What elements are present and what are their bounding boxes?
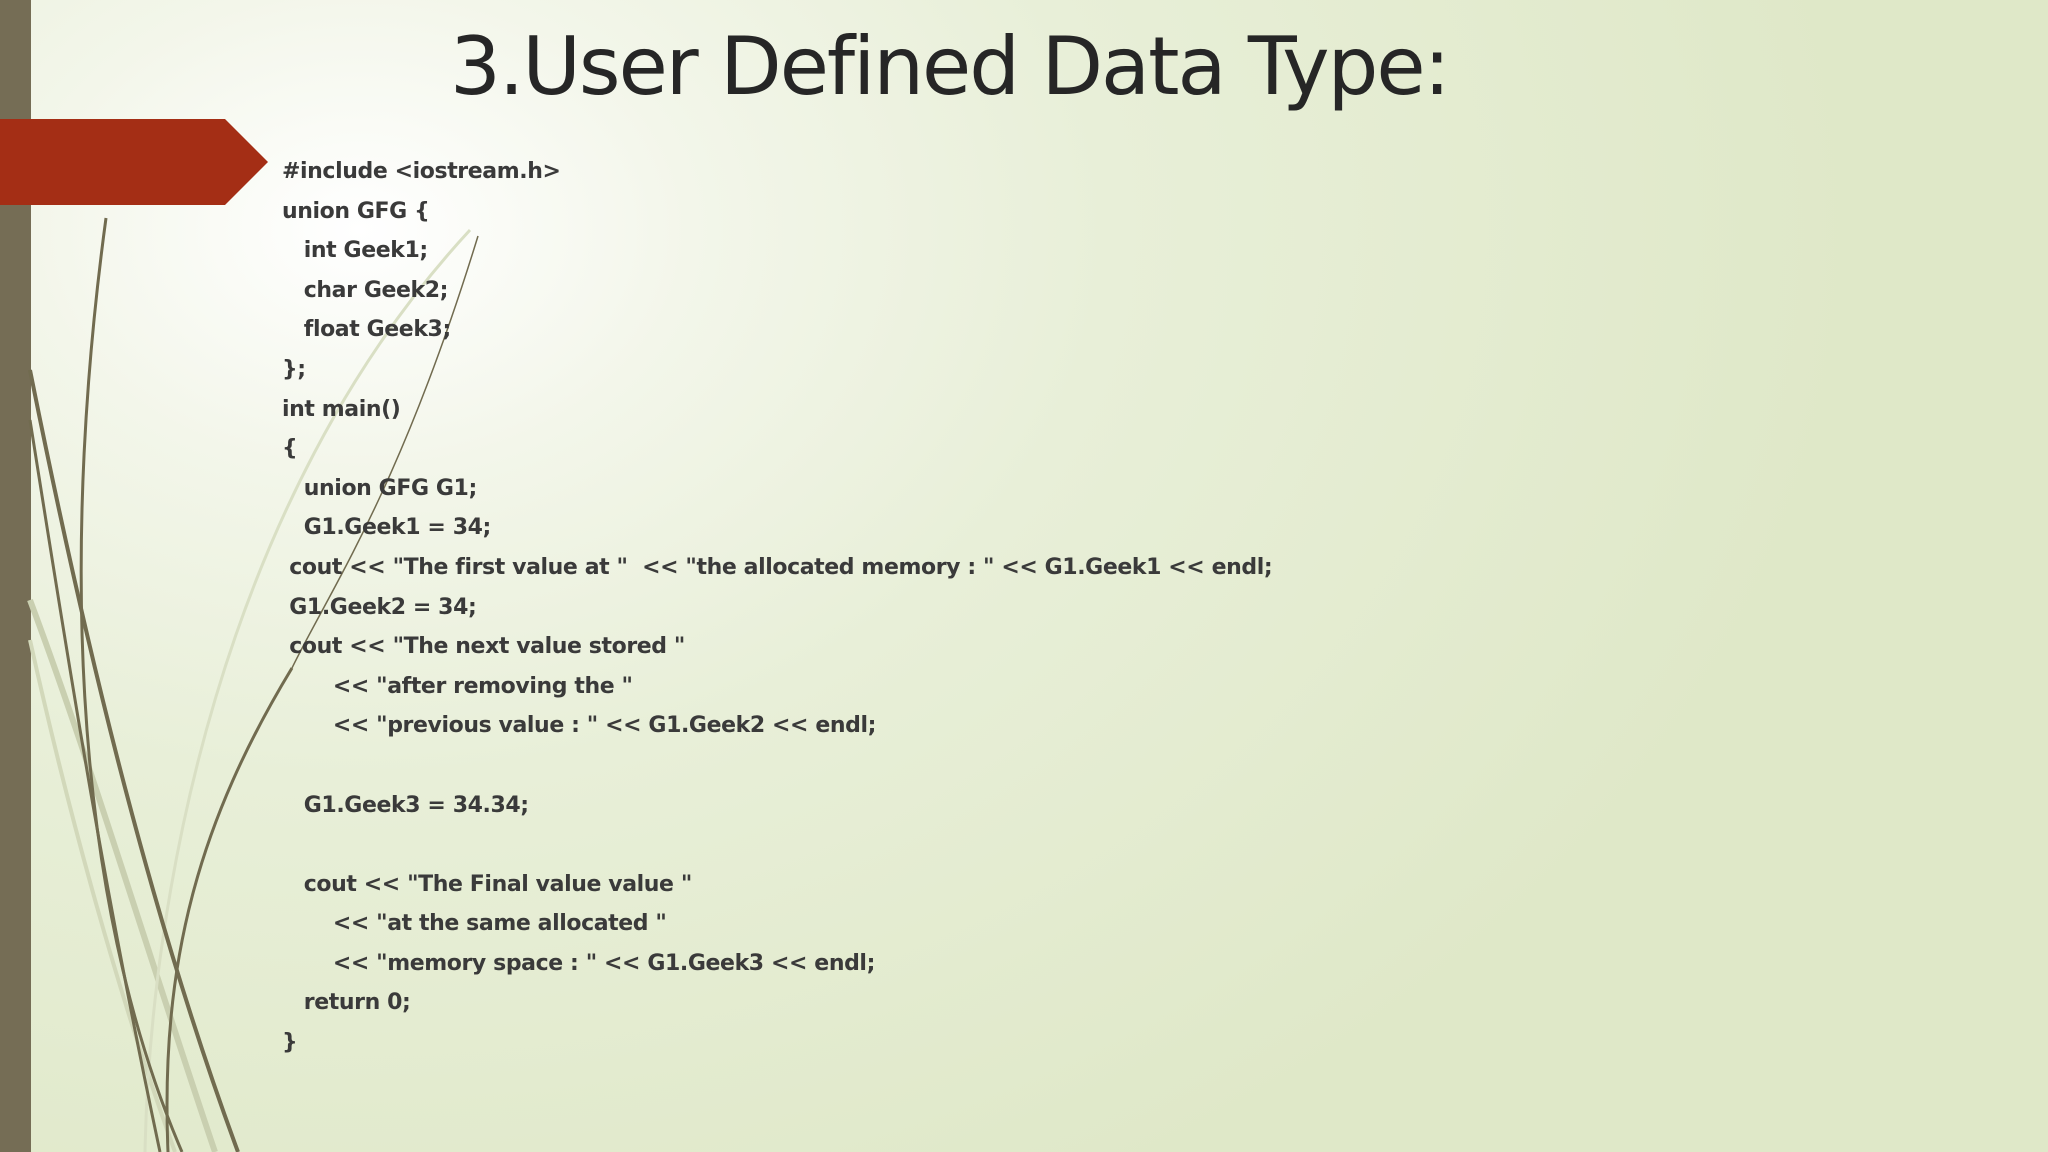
code-line: G1.Geek3 = 34.34; (282, 792, 529, 818)
code-line: << "after removing the " (282, 673, 633, 699)
dark-curve-1 (30, 370, 238, 1152)
code-line: int Geek1; (282, 238, 428, 264)
code-line: << "at the same allocated " (282, 911, 667, 937)
code-line: cout << "The next value stored " (282, 634, 685, 660)
light-curve-2 (30, 640, 175, 1152)
code-line: union GFG G1; (282, 475, 477, 501)
code-line: return 0; (282, 990, 411, 1016)
code-line (282, 825, 1272, 865)
code-line: G1.Geek1 = 34; (282, 515, 491, 541)
slide-title: 3.User Defined Data Type: (450, 20, 1449, 113)
dark-curve-4 (167, 668, 292, 1152)
code-line: { (282, 436, 298, 462)
code-line: } (282, 1030, 298, 1056)
code-line: #include <iostream.h> (282, 159, 561, 184)
dark-curve-2 (30, 420, 160, 1152)
code-line: }; (282, 356, 306, 382)
code-line: float Geek3; (282, 317, 451, 343)
code-line: cout << "The Final value value " (282, 871, 692, 897)
code-line: << "previous value : " << G1.Geek2 << endl; (282, 713, 877, 739)
code-line: int main() (282, 396, 401, 422)
code-line: G1.Geek2 = 34; (282, 594, 477, 620)
code-line: << "memory space : " << G1.Geek3 << endl; (282, 950, 875, 976)
code-line: cout << "The first value at " << "the allocated memory : " << G1.Geek1 << endl; (282, 554, 1273, 580)
code-line: char Geek2; (282, 277, 449, 303)
dark-curve-3 (81, 218, 182, 1152)
code-block (282, 152, 1272, 1063)
red-arrow-banner (0, 119, 268, 205)
code-line (282, 746, 1272, 786)
light-curve-1 (30, 600, 215, 1152)
code-line: union GFG { (282, 198, 430, 224)
